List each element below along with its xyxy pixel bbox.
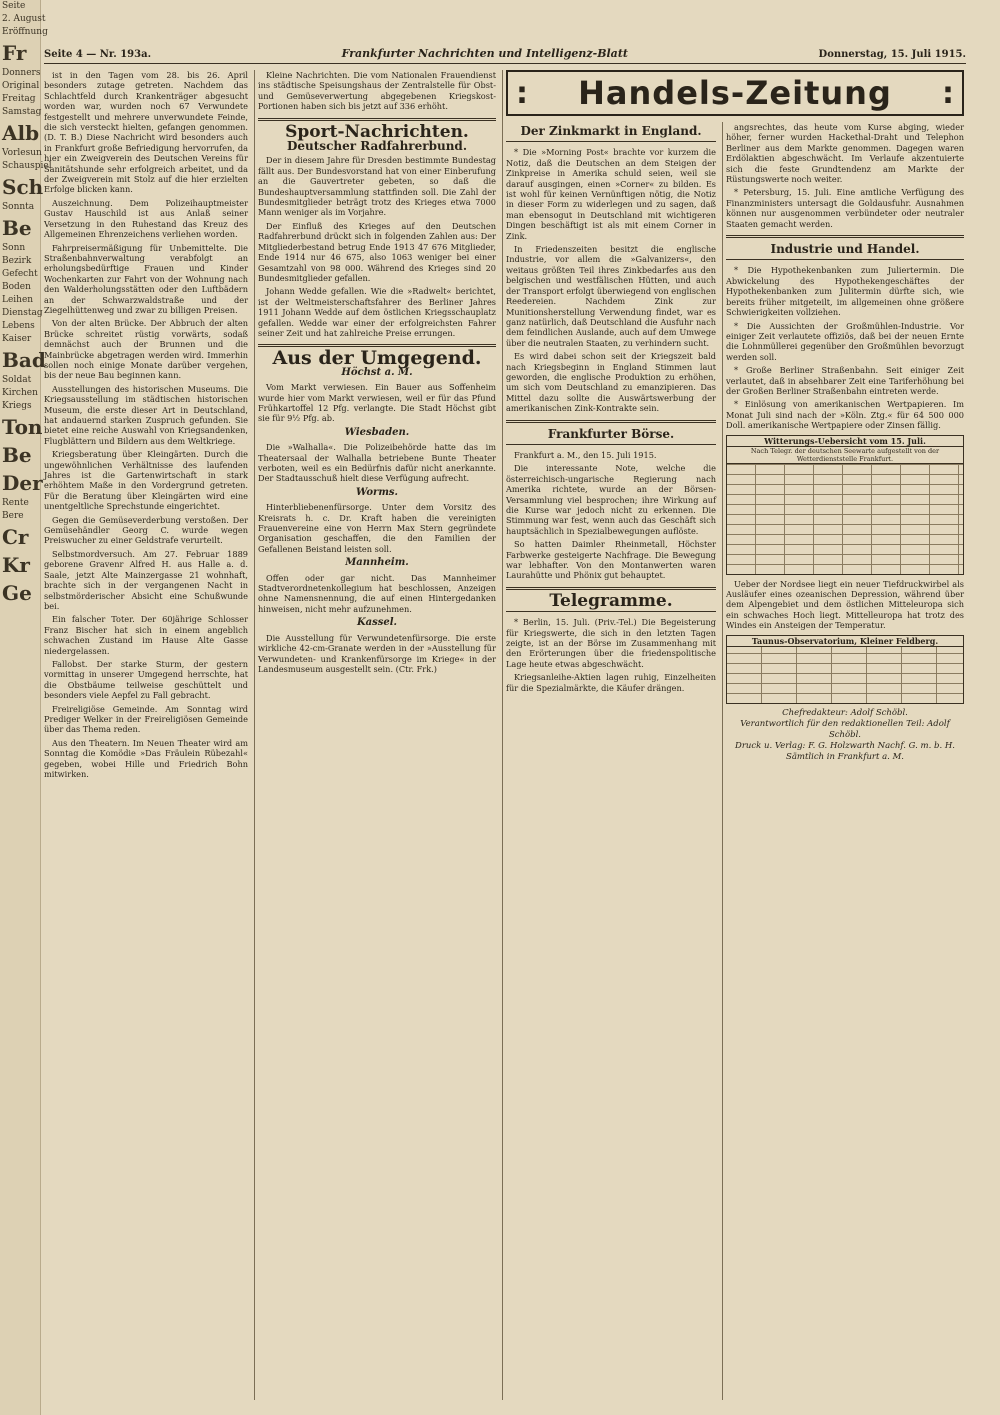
strip-fragment: Donners [2,68,41,78]
boerse-paragraph: Die interessante Note, welche die österreichisch-ungarische Regierung nach Amerika richtete, wurde an der Börsen-Versammlung viel besprochen; ihre Wirkung auf die Kurse war jedoch nicht zu erkennen. Die Stimmung war fest, wenn auch das Geschäft sich hauptsächlich in Spezialbewegungen auflöste. [506,463,716,536]
local-news-paragraph: Auszeichnung. Dem Polizeihauptmeister Gustav Hauschild ist aus Anlaß seiner Versetzung in den Ruhestand das Kreuz des Allgemeinen Ehrenzeichens verliehen worden. [44,197,248,240]
strip-fragment: Soldat [2,375,32,385]
strip-fragment: Bezirk [2,256,32,266]
boerse-dateline: Frankfurt a. M., den 15. Juli 1915. [514,449,657,460]
banner-bullet-right: : [941,75,954,111]
strip-fragment: Bad [2,348,46,372]
column-local-news [44,70,255,1400]
sport-paragraph: Der Einfluß des Krieges auf den Deutschen Radfahrerbund drückt sich in folgenden Zahlen aus: Der Mitgliederbestand betrug Ende 1913 47 676 Mitglieder, Ende 1914 nur 46 675, also 1063 weniger bei einer Gesamtzahl von 98 000. Während des Krieges sind 20 Bundesmitglieder gefallen. [258,220,496,283]
umgegend-heading: Aus der Umgegend. [272,347,482,370]
umgegend-place: Kassel. [356,617,398,629]
strip-fragment: Lebens [2,321,35,331]
sport-subheading: Deutscher Radfahrerbund. [287,139,467,154]
strip-fragment: Cr [2,525,29,549]
strip-fragment: Ge [2,581,32,605]
imprint-line: Druck u. Verlag: F. G. Holzwarth Nachf. G. m. b. H. [735,740,955,751]
strip-fragment: Eröffnung [2,27,48,37]
strip-fragment: Ton [2,415,43,439]
strip-fragment: Original [2,81,40,91]
industrie-heading: Industrie und Handel. [770,242,920,257]
umgegend-paragraph: Die »Walhalla«. Die Polizeibehörde hatte das im Theatersaal der Walhalla betriebene Bunte Theater verboten, weil es ein Bedürfnis dafür nicht anerkannte. Der Stadtausschuß hielt diese Verfügung aufrecht. [258,442,496,484]
strip-fragment: Schauspiel [2,161,52,171]
weather-table-grid [727,464,963,574]
column-sport-umgegend [258,70,503,1400]
local-news-paragraph: Aus den Theatern. Im Neuen Theater wird am Sonntag die Komödie »Das Fräulein Rübezahl« gegeben, wobei Hille und Friedrich Bohn mitwirken. [44,737,248,779]
strip-fragment: Seite [2,1,26,11]
imprint-line: Verantwortlich für den redaktionellen Teil: Adolf Schöbl. [740,718,950,740]
weather-table-title: Witterungs-Uebersicht vom 15. Juli. [727,436,963,447]
header-page-number: Seite 4 — Nr. 193a. [44,49,152,60]
sport-paragraph: Der in diesem Jahre für Dresden bestimmte Bundestag fällt aus. Der Bundesvorstand hat von einer Einberufung an die Gauvertreter gebeten, so daß die Bundeshauptversammlung stattfinden soll. Die Zahl der Bundesmitglieder beträgt trotz des Krieges etwa 7000 Mann weniger als im Vorjahre. [258,155,496,218]
strip-fragment: Be [2,216,32,240]
strip-fragment: Samstag [2,107,42,117]
strip-fragment: Leihen [2,295,34,305]
umgegend-paragraph: Offen oder gar nicht. Das Mannheimer Stadtverordnetenkollegium hat beschlossen, Anzeigen ohne Namensnennung, die auf einen Hintergedanken hinweisen, nicht mehr aufzunehmen. [258,572,496,614]
local-news-paragraph: Fallobst. Der starke Sturm, der gestern vormittag in unserer Umgegend herrschte, hat die Obstbäume teilweise geschüttelt und besonders viele Aepfel zu Fall gebracht. [44,658,248,701]
masthead: Frankfurter Nachrichten und Intelligenz-Blatt [341,47,628,60]
taunus-table-grid [727,647,963,703]
strip-fragment: Kriegs [2,401,32,411]
imprint-line: Chefredakteur: Adolf Schöbl. [782,707,908,718]
weather-text: Ueber der Nordsee liegt ein neuer Tiefdruckwirbel als Ausläufer eines ozeanischen Depression, während über dem Alpengebiet und dem östlichen Mitteleuropa sich ein schwaches Hoch liegt. Mittelleuropa hat trotz des Windes ein Ansteigen der Temperatur. [726,578,964,631]
strip-fragment: Fr [2,41,27,65]
handel-paragraph: angsrechtes, das heute vom Kurse abging, wieder höher, ferner wurden Hackethal-Draht und Telephon Berliner aus dem Markte genommen. Dagegen waren Erdölaktien abgeschwächt. Im Verlaufe akzentuierte sich die feste Grundtendenz am Markte der Rüstungswerte noch weiter. [726,122,964,185]
strip-fragment: Vorlesun [2,148,42,158]
telegramm-paragraph: * Berlin, 15. Juli. (Priv.-Tel.) Die Begeisterung für Kriegswerte, die sich in den letzten Tagen zeigte, ist an der Börse im Zusammenhang mit den Erörterungen über die friedenspolitische Lage heute etwas abgeschwächt. [506,617,716,669]
adjacent-page-strip [0,0,52,1415]
industrie-paragraph: * Einlösung von amerikanischen Wertpapieren. Im Monat Juli sind nach der »Köln. Ztg.« für 64 500 000 Doll. amerikanische Wertpapiere oder Zinsen fällig. [726,399,964,431]
strip-fragment: Kaiser [2,334,32,344]
umgegend-place: Höchst a. M. [341,366,413,378]
zinkmarkt-paragraph: * Die »Morning Post« brachte vor kurzem die Notiz, daß die Deutschen an dem Steigen der Zinkpreise in Amerika schuld seien, weil sie darauf ausgingen, einen »Corner« zu bilden. Es ist wohl für keinen Vernünftigen nötig, die Notiz in dieser Form zu widerlegen und zu sagen, daß man ebensogut in Deutschland mit wichtigeren Dingen beschäftigt ist als mit einem Corner in Zink. [506,147,716,241]
boerse-heading: Frankfurter Börse. [547,426,675,441]
local-news-paragraph: Ein falscher Toter. Der 60jährige Schlosser Franz Bischer hat sich in einem angeblich schwachen Zustand im Hause Alte Gasse niedergelassen. [44,614,248,656]
strip-fragment: Der [2,471,43,495]
newspaper-page [44,36,966,1396]
header-date: Donnerstag, 15. Juli 1915. [818,49,966,60]
zinkmarkt-paragraph: Es wird dabei schon seit der Kriegszeit bald nach Kriegsbeginn in England Stimmen laut geworden, die englische Produktion zu erhöhen, um sich vom Deutschland zu emanzipieren. Das Mittel dazu sollte die Auswärtswerbung der amerikanischen Zink-Kontrakte sein. [506,351,716,414]
umgegend-place: Mannheim. [345,557,409,569]
weather-table [726,435,964,575]
strip-fragment: Kr [2,553,30,577]
weather-table-subtitle: Nach Telegr. der deutschen Seewarte aufgestellt von der Wetterdienststelle Frankfurt. [727,447,963,464]
strip-fragment: Kirchen [2,388,38,398]
zinkmarkt-paragraph: In Friedenszeiten besitzt die englische Industrie, vor allem die »Galvanizers«, den weitaus größten Teil ihres Zinkbedarfes aus den belgischen und westfälischen Hütten, und auch der Transport erfolgt überwiegend von englischen Reedereien. Nachdem Zink zur Munitionsherstellung Verwendung findet, war es ganz natürlich, daß Deutschland die Ausfuhr nach dem feindlichen Auslande, auch auf dem Umwege über die neutralen Staaten, zu verhindern sucht. [506,244,716,348]
sport-paragraph: Johann Wedde gefallen. Wie die »Radwelt« berichtet, ist der Weltmeisterschaftsfahrer des Berliner Jahres 1911 Johann Wedde auf dem östlichen Kriegsschauplatz gefallen. Wedde war einer der erfolgreichsten Fahrer seiner Zeit und hat zahlreiche Preise errungen. [258,286,496,338]
strip-fragment: Bere [2,511,24,521]
strip-fragment: Freitag [2,94,36,104]
industrie-paragraph: * Die Aussichten der Großmühlen-Industrie. Vor einiger Zeit verlautete offiziös, daß bei der neuen Ernte die Lohnmüllerei gegenüber den Großmühlen bevorzugt werden soll. [726,320,964,362]
industrie-paragraph: * Die Hypothekenbanken zum Juliertermin. Die Abwickelung des Hypothekengeschäftes der Hypothekenbanken zum Julitermin dürfte sich, wie bereits früher mitgeteilt, im allgemeinen ohne größere Schwierigkeiten vollziehen. [726,265,964,318]
strip-fragment: Alb [2,121,40,145]
handels-zeitung-banner [506,70,964,116]
strip-fragment: Dienstag [2,308,43,318]
telegramme-heading: Telegramme. [549,590,673,611]
banner-title: Handels-Zeitung [578,74,892,112]
umgegend-paragraph: Die Ausstellung für Verwundetenfürsorge. Die erste wirkliche 42-cm-Granate werden in der »Ausstellung für Verwundeten- und Krankenfürsorge im Kriege« in der Landesmuseum ausgestellt sein. (Ctr. Frk.) [258,632,496,674]
umgegend-paragraph: Vom Markt verwiesen. Ein Bauer aus Soffenheim wurde hier vom Markt verwiesen, weil er für das Pfund Frühkartoffel 12 Pfg. verlangte. Die Stadt Höchst gibt sie für 9½ Pfg. ab. [258,382,496,424]
strip-fragment: Sch [2,175,44,199]
column-handel-2 [726,122,964,1400]
imprint-line: Sämtlich in Frankfurt a. M. [786,751,904,762]
taunus-table [726,635,964,704]
imprint [726,708,964,763]
industrie-paragraph: * Große Berliner Straßenbahn. Seit einiger Zeit verlautet, daß in absehbarer Zeit eine Tariferhöhung bei der Großen Berliner Straßenbahn eintreten werde. [726,365,964,396]
banner-bullet-left: : [516,75,528,111]
local-news-paragraph: Selbstmordversuch. Am 27. Februar 1889 geborene Gravenr Alfred H. aus Halle a. d. Saale, jetzt Alte Mainzergasse 21 wohnhaft, brachte sich in der vergangenen Nacht in selbstmörderischer Absicht eine Schußwunde bei. [44,548,248,611]
umgegend-place: Worms. [355,486,399,498]
page-header [44,36,966,64]
umgegend-paragraph: Hinterbliebenenfürsorge. Unter dem Vorsitz des Kreisrats h. c. Dr. Kraft haben die vereinigten Frauenvereine eine von Herrn Max Stern gegründete Organisation geschaffen, die den Familien der Gefallenen Beistand leisten soll. [258,502,496,554]
kleine-nachrichten: Kleine Nachrichten. Die vom Nationalen Frauendienst ins städtische Speisungshaus der Zentralstelle für Obst- und Gemüseverwertung abgegebenen Kriegskost-Portionen haben sich bis jetzt auf 336 erhöht. [258,70,496,112]
umgegend-place: Wiesbaden. [344,426,410,438]
local-news-paragraph: ist in den Tagen vom 28. bis 26. April besonders zutage getreten. Nachdem das Schlachtfeld durch Krankenträger abgesucht worden war, wurden noch 67 Verwundete festgestellt und mehrere unverwundete Feinde, die sich versteckt hielten, gefangen genommen. (D. T. B.) Diese Nachricht wird besonders auch in Frankfurt große Befriedigung hervorrufen, da hier ein Zweigverein des Deutschen Vereins für Sanitätshunde sehr erfolgreich arbeitet, und da der Zweigverein mit Stolz auf die hier erzielten Erfolge blicken kann. [44,70,248,195]
handel-paragraph: * Petersburg, 15. Juli. Eine amtliche Verfügung des Finanzministers untersagt die Goldausfuhr. Ausnahmen können nur ausgenommen verbündeter oder neutraler Staaten gemacht werden. [726,187,964,229]
boerse-paragraph: So hatten Daimler Rheinmetall, Höchster Farbwerke gesteigerte Nachfrage. Die Bewegung war lebhafter. Von den Montanwerten waren Laurahütte und Phönix gut behauptet. [506,539,716,581]
local-news-paragraph: Gegen die Gemüseverderbung verstoßen. Der Gemüsehändler Georg C. wurde wegen Preiswucher zu einer Geldstrafe verurteilt. [44,514,248,546]
strip-fragment: Boden [2,282,31,292]
strip-fragment: Be [2,443,32,467]
strip-fragment: Gefecht [2,269,38,279]
sport-heading: Sport-Nachrichten. [285,121,469,142]
column-handel-1 [506,122,723,1400]
telegramm-paragraph: Kriegsanleihe-Aktien lagen ruhig, Einzelheiten für die Spezialmärkte, die Käufer drängen. [506,672,716,693]
local-news-paragraph: Ausstellungen des historischen Museums. Die Kriegsausstellung im städtischen historischen Museum, die erste dieser Art in Deutschland, hat andauernd starken Zuspruch gefunden. Sie bietet eine reiche Auswahl von Kriegsandenken, Flugblättern und Bildern aus dem Weltkriege. [44,383,248,446]
local-news-paragraph: Von der alten Brücke. Der Abbruch der alten Brücke schreitet rüstig vorwärts, sodaß demnächst auch der Brunnen und die Mainbrücke abgetragen werden wird. Immerhin sollen noch einige Monate darüber vergehen, bis der neue Bau beginnen kann. [44,318,248,381]
strip-fragment: Rente [2,498,29,508]
strip-fragment: Sonnta [2,202,35,212]
strip-fragment: 2. August [2,14,46,24]
taunus-table-title: Taunus-Observatorium, Kleiner Feldberg. [727,636,963,647]
zinkmarkt-heading: Der Zinkmarkt in England. [520,124,702,138]
local-news-paragraph: Kriegsberatung über Kleingärten. Durch die ungewöhnlichen Verhältnisse des laufenden Jahres ist die Gartenwirtschaft in stark erhöhtem Maße in den Vordergrund getreten. Für die Beratung über Kleingärten wird eine unentgeltliche Sprechstunde eingerichtet. [44,449,248,512]
local-news-paragraph: Freireligiöse Gemeinde. Am Sonntag wird Prediger Welker in der Freireligiösen Gemeinde über das Thema reden. [44,703,248,735]
local-news-paragraph: Fahrpreisermäßigung für Unbemittelte. Die Straßenbahnverwaltung verabfolgt an erholungsbedürftige Frauen und Kinder Wochenkarten zur Fahrt von der Wohnung nach den Walderholungsstätten oder den Luftbädern an der Schwarzwaldstraße und der Ziegelhüttenweg und zwar zu billigen Preisen. [44,242,248,315]
strip-fragment: Sonn [2,243,26,253]
